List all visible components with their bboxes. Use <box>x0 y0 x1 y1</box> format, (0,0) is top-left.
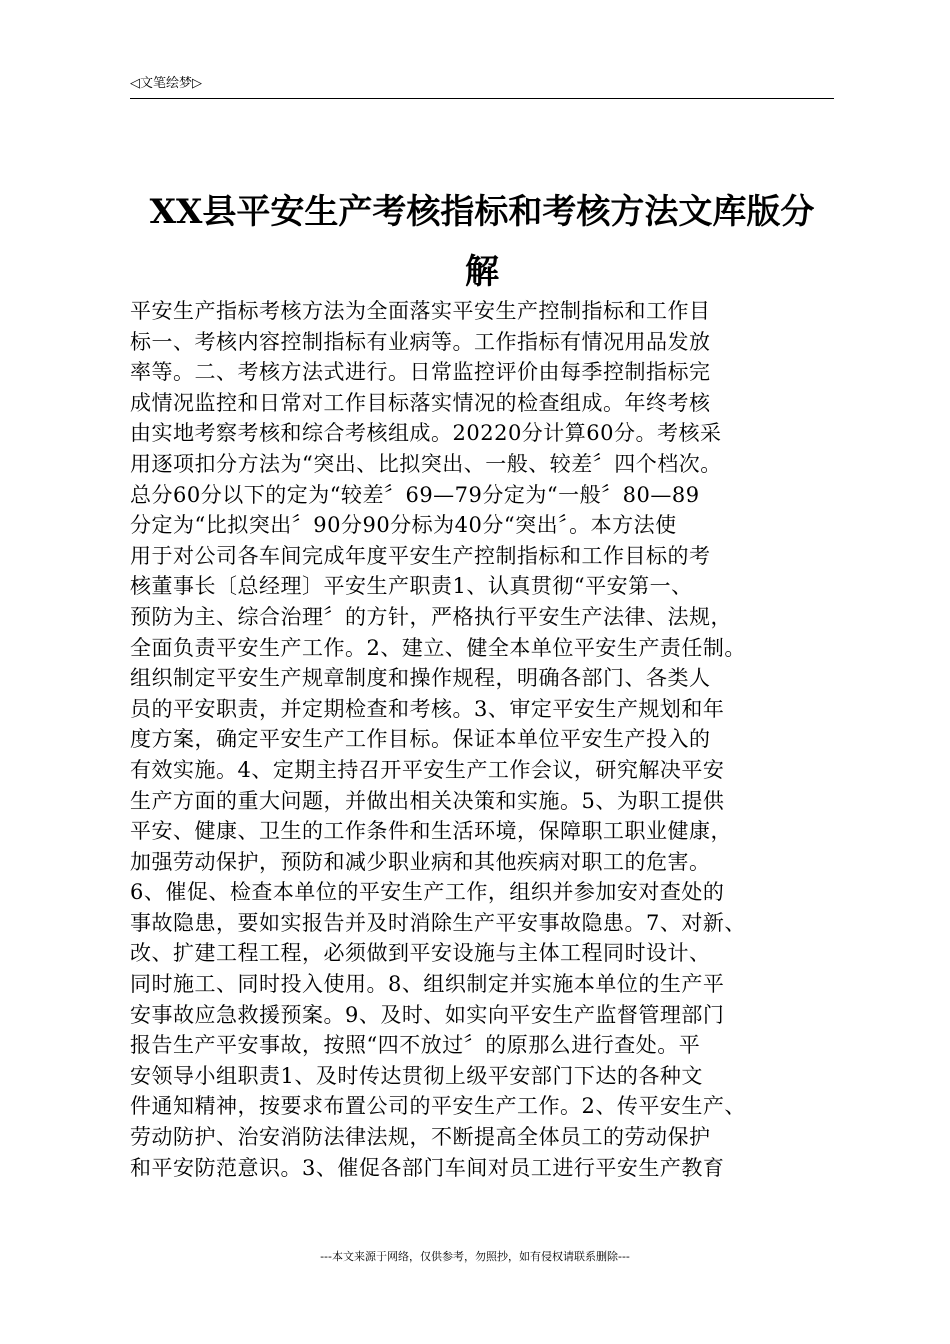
body-line: 组织制定平安生产规章制度和操作规程，明确各部门、各类人 <box>130 666 711 691</box>
body-line: 改、扩建工程工程，必须做到平安设施与主体工程同时设计、 <box>130 941 711 966</box>
body-line: 安事故应急救援预案。9、及时、如实向平安生产监督管理部门 <box>130 1002 725 1027</box>
body-line: 用于对公司各车间完成年度平安生产控制指标和工作目标的考 <box>130 543 711 568</box>
body-line: 用逐项扣分方法为“突出、比拟突出、一般、较差〞四个档次。 <box>130 451 722 476</box>
document-title <box>120 182 844 302</box>
body-line: 预防为主、综合治理〞的方针，严格执行平安生产法律、法规， <box>130 604 732 629</box>
header-text: ◁文笔绘梦▷ <box>130 76 202 91</box>
body-line: 度方案，确定平安生产工作目标。保证本单位平安生产投入的 <box>130 727 711 752</box>
body-line: 同时施工、同时投入使用。8、组织制定并实施本单位的生产平 <box>130 972 725 997</box>
body-line: 全面负责平安生产工作。2、建立、健全本单位平安生产责任制。 <box>130 635 746 660</box>
body-line: 核董事长〔总经理〕平安生产职责1、认真贯彻“平安第一、 <box>130 574 693 599</box>
body-line: 平安、健康、卫生的工作条件和生活环境，保障职工职业健康， <box>130 819 732 844</box>
body-line: 加强劳动保护，预防和减少职业病和其他疾病对职工的危害。 <box>130 849 711 874</box>
body-line: 6、催促、检查本单位的平安生产工作，组织并参加安对查处的 <box>130 880 725 905</box>
body-line: 成情况监控和日常对工作目标落实情况的检查组成。年终考核 <box>130 390 711 415</box>
body-line: 报告生产平安事故，按照“四不放过〞的原那么进行查处。平 <box>130 1033 701 1058</box>
body-line: 分定为“比拟突出〞90分90分标为40分“突出〞。本方法使 <box>130 513 677 538</box>
body-line: 有效实施。4、定期主持召开平安生产工作会议，研究解决平安 <box>130 757 725 782</box>
body-paragraph <box>130 296 842 1183</box>
page-footer: ---本文来源于网络，仅供参考，勿照抄，如有侵权请联系删除--- <box>320 1250 630 1263</box>
body-line: 件通知精神，按要求布置公司的平安生产工作。2、传平安生产、 <box>130 1094 746 1119</box>
body-line: 和平安防范意识。3、催促各部门车间对员工进行平安生产教育 <box>130 1155 725 1180</box>
body-line: 由实地考察考核和综合考核组成。20220分计算60分。考核采 <box>130 421 722 446</box>
body-line: 标一、考核内容控制指标有业病等。工作指标有情况用品发放 <box>130 329 711 354</box>
page-header <box>130 76 834 99</box>
title-line-2: 解 <box>465 252 499 292</box>
body-line: 员的平安职责，并定期检查和考核。3、审定平安生产规划和年 <box>130 696 725 721</box>
body-line: 生产方面的重大问题，并做出相关决策和实施。5、为职工提供 <box>130 788 725 813</box>
body-line: 安领导小组职责1、及时传达贯彻上级平安部门下达的各种文 <box>130 1063 703 1088</box>
body-line: 平安生产指标考核方法为全面落实平安生产控制指标和工作目 <box>130 299 711 323</box>
body-line: 事故隐患，要如实报告并及时消除生产平安事故隐患。7、对新、 <box>130 910 746 935</box>
title-line-1: XX县平安生产考核指标和考核方法文库版分 <box>149 192 815 232</box>
body-line: 劳动防护、治安消防法律法规，不断提高全体员工的劳动保护 <box>130 1125 711 1150</box>
body-line: 率等。二、考核方法式进行。日常监控评价由每季控制指标完 <box>130 360 711 385</box>
body-line: 总分60分以下的定为“较差〞69—79分定为“一般〞80—89 <box>130 482 700 507</box>
